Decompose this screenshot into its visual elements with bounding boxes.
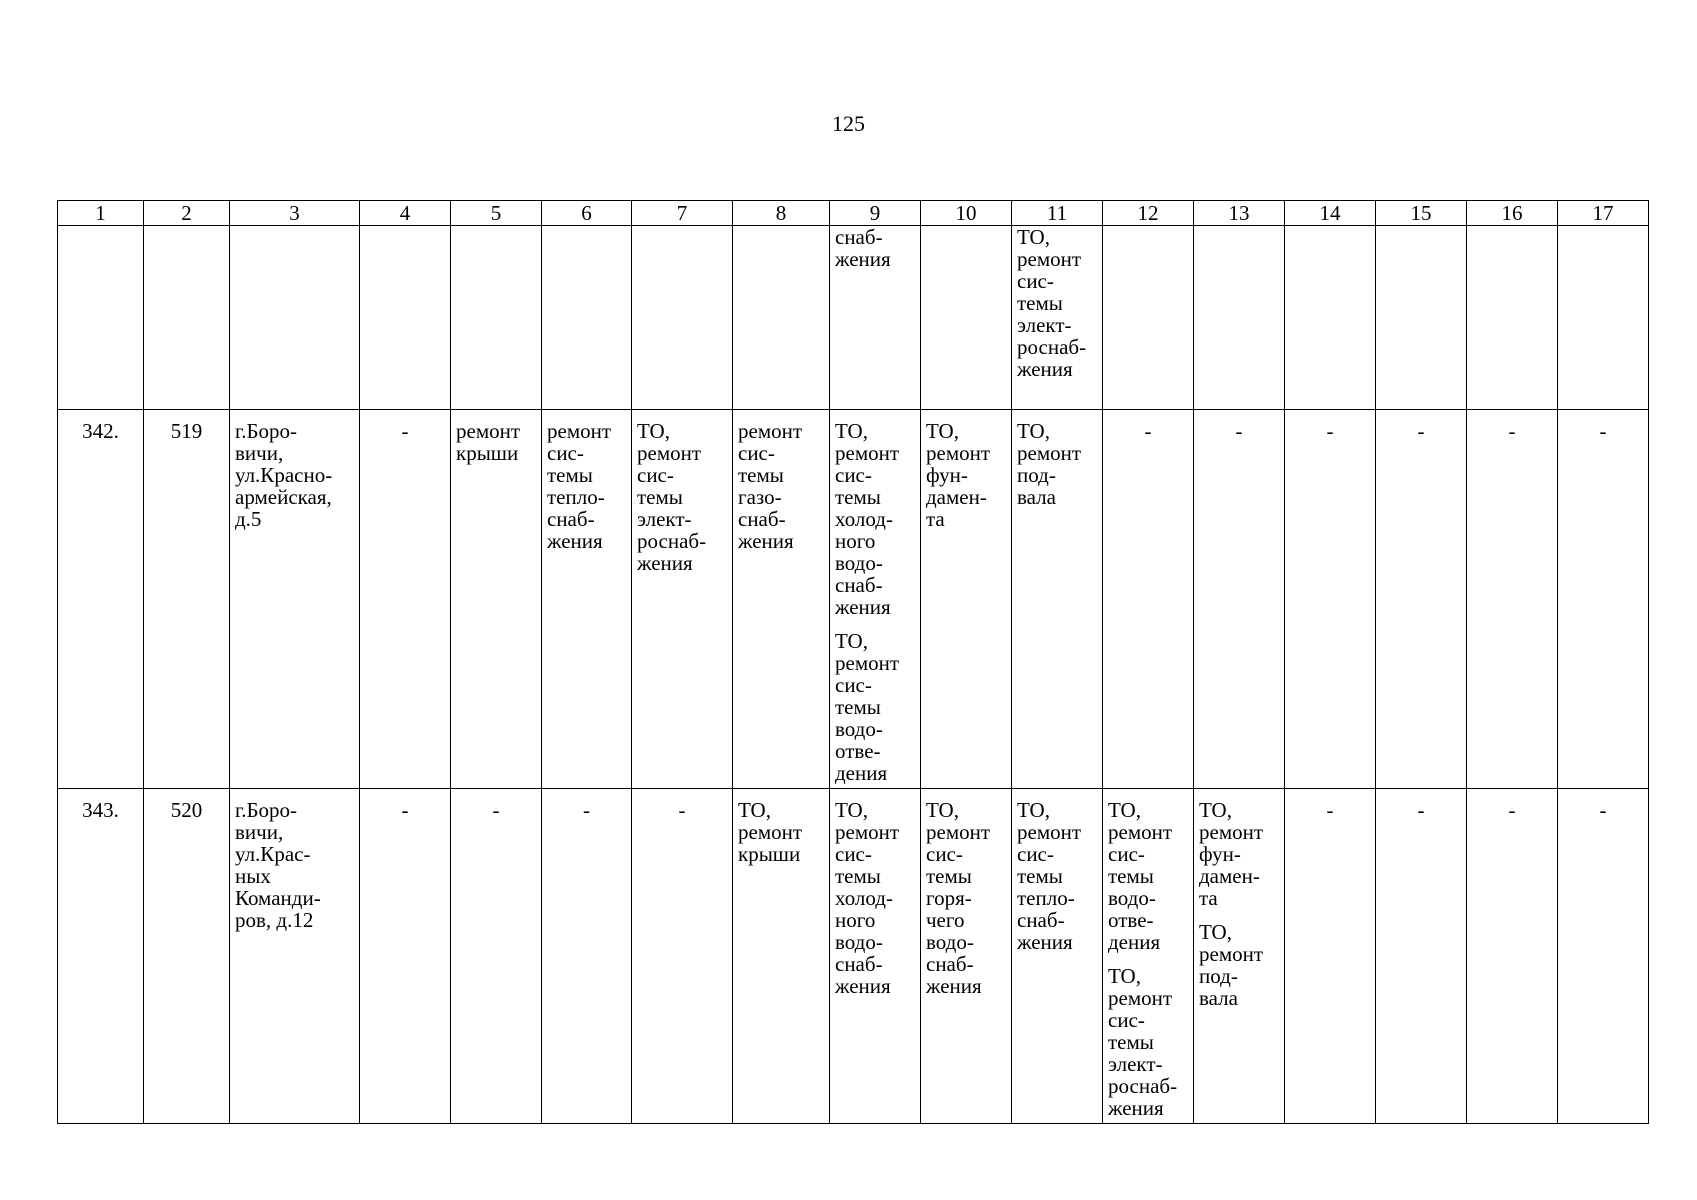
cell-content bbox=[1563, 789, 1643, 821]
cell-content bbox=[835, 789, 915, 997]
cell-content bbox=[456, 789, 536, 821]
table-cell bbox=[1467, 410, 1558, 789]
table-cell bbox=[144, 410, 230, 789]
cell-paragraph: ТО, ремонт сис- темы горя- чего водо- снаб- жения bbox=[926, 798, 991, 998]
table-cell bbox=[230, 226, 360, 410]
table-cell bbox=[1558, 789, 1649, 1124]
cell-paragraph: - bbox=[1144, 419, 1152, 443]
cell-paragraph: ТО, ремонт сис- темы элект- роснаб- жения bbox=[637, 419, 707, 575]
cell-paragraph: ТО, ремонт фун- дамен- та bbox=[926, 419, 991, 531]
cell-paragraph: г.Боро- вичи, ул.Красно- армейская, д.5 bbox=[235, 419, 333, 531]
cell-content bbox=[547, 789, 626, 821]
cell-content bbox=[1563, 410, 1643, 442]
cell-paragraph: 520 bbox=[170, 798, 203, 822]
column-header: 3 bbox=[230, 201, 360, 226]
cell-content bbox=[637, 789, 727, 821]
column-header: 9 bbox=[830, 201, 921, 226]
cell-content bbox=[547, 410, 626, 552]
cell-paragraph: - bbox=[1599, 419, 1607, 443]
cell-paragraph: ТО, ремонт сис- темы элект- роснаб- жения bbox=[1017, 225, 1087, 381]
cell-paragraph: 343. bbox=[82, 798, 119, 822]
cell-paragraph: ТО, ремонт под- вала bbox=[1199, 920, 1264, 1010]
table-cell bbox=[1012, 410, 1103, 789]
cell-paragraph: - bbox=[1417, 798, 1425, 822]
table-cell bbox=[1376, 789, 1467, 1124]
cell-content bbox=[1017, 789, 1097, 953]
table-cell bbox=[733, 789, 830, 1124]
cell-content bbox=[926, 410, 1006, 530]
cell-paragraph: ТО, ремонт под- вала bbox=[1017, 419, 1082, 509]
cell-paragraph: г.Боро- вичи, ул.Крас- ных Команди- ров, д.12 bbox=[235, 798, 321, 932]
cell-content bbox=[1290, 789, 1370, 821]
table-cell bbox=[1194, 226, 1285, 410]
table-cell bbox=[1558, 410, 1649, 789]
table-cell bbox=[1467, 226, 1558, 410]
table-row bbox=[58, 226, 1649, 410]
table-cell bbox=[830, 226, 921, 410]
column-header: 2 bbox=[144, 201, 230, 226]
cell-content bbox=[1381, 410, 1461, 442]
column-header: 12 bbox=[1103, 201, 1194, 226]
cell-content bbox=[1199, 789, 1279, 1009]
table-cell bbox=[360, 789, 451, 1124]
column-header: 1 bbox=[58, 201, 144, 226]
cell-paragraph: - bbox=[401, 798, 409, 822]
table-cell bbox=[1194, 789, 1285, 1124]
table-cell bbox=[1103, 789, 1194, 1124]
table-cell bbox=[360, 410, 451, 789]
table-cell bbox=[230, 410, 360, 789]
table-cell bbox=[830, 789, 921, 1124]
column-header: 8 bbox=[733, 201, 830, 226]
cell-paragraph: снаб- жения bbox=[835, 225, 891, 271]
table-cell bbox=[1376, 410, 1467, 789]
column-header: 7 bbox=[632, 201, 733, 226]
table-cell bbox=[1285, 226, 1376, 410]
column-header: 4 bbox=[360, 201, 451, 226]
table-cell bbox=[632, 410, 733, 789]
cell-paragraph: 342. bbox=[82, 419, 119, 443]
column-header: 14 bbox=[1285, 201, 1376, 226]
cell-content bbox=[637, 410, 727, 574]
cell-paragraph: ТО, ремонт сис- темы холод- ного водо- снаб- жения bbox=[835, 798, 900, 998]
column-header: 17 bbox=[1558, 201, 1649, 226]
table-cell bbox=[1558, 226, 1649, 410]
table-cell bbox=[1285, 789, 1376, 1124]
page-number: 125 bbox=[832, 111, 865, 136]
table-cell bbox=[1103, 410, 1194, 789]
cell-content bbox=[926, 789, 1006, 997]
column-header: 15 bbox=[1376, 201, 1467, 226]
table-cell bbox=[451, 410, 542, 789]
table-cell bbox=[1012, 789, 1103, 1124]
table-cell bbox=[632, 226, 733, 410]
table-cell bbox=[542, 789, 632, 1124]
column-header: 11 bbox=[1012, 201, 1103, 226]
cell-paragraph: - bbox=[1326, 419, 1334, 443]
cell-content bbox=[738, 789, 824, 865]
table-cell bbox=[230, 789, 360, 1124]
table-cell bbox=[921, 789, 1012, 1124]
table-row bbox=[58, 410, 1649, 789]
table-cell bbox=[58, 410, 144, 789]
table-cell bbox=[1467, 789, 1558, 1124]
table-cell bbox=[1103, 226, 1194, 410]
cell-paragraph: - bbox=[1508, 419, 1516, 443]
cell-content bbox=[835, 410, 915, 784]
column-header: 13 bbox=[1194, 201, 1285, 226]
column-header: 6 bbox=[542, 201, 632, 226]
cell-content bbox=[1199, 410, 1279, 442]
cell-content bbox=[1017, 226, 1097, 380]
cell-content bbox=[235, 410, 354, 530]
cell-content bbox=[1472, 410, 1552, 442]
table-cell bbox=[451, 226, 542, 410]
table-cell bbox=[632, 789, 733, 1124]
column-header: 16 bbox=[1467, 201, 1558, 226]
table-cell bbox=[1012, 226, 1103, 410]
table-cell bbox=[733, 410, 830, 789]
table-cell bbox=[1194, 410, 1285, 789]
cell-content bbox=[835, 226, 915, 270]
cell-paragraph: - bbox=[1599, 798, 1607, 822]
column-header: 10 bbox=[921, 201, 1012, 226]
cell-paragraph: ТО, ремонт сис- темы тепло- снаб- жения bbox=[1017, 798, 1082, 954]
cell-paragraph: - bbox=[1326, 798, 1334, 822]
table-cell bbox=[542, 226, 632, 410]
cell-paragraph: - bbox=[492, 798, 500, 822]
cell-paragraph: ремонт сис- темы газо- снаб- жения bbox=[738, 419, 803, 553]
cell-content bbox=[149, 410, 224, 442]
table-cell bbox=[542, 410, 632, 789]
table-cell bbox=[1376, 226, 1467, 410]
cell-content bbox=[456, 410, 536, 464]
table-cell bbox=[921, 410, 1012, 789]
table-cell bbox=[451, 789, 542, 1124]
cell-content bbox=[1381, 789, 1461, 821]
cell-content bbox=[1108, 410, 1188, 442]
table-cell bbox=[921, 226, 1012, 410]
cell-content bbox=[1108, 789, 1188, 1119]
cell-paragraph: ТО, ремонт сис- темы водо- отве- дения bbox=[1108, 798, 1173, 954]
table-cell bbox=[144, 789, 230, 1124]
table-cell bbox=[58, 226, 144, 410]
header-row bbox=[58, 201, 1649, 226]
work-schedule-table bbox=[57, 200, 1649, 1124]
cell-paragraph: ремонт сис- темы тепло- снаб- жения bbox=[547, 419, 612, 553]
table-row bbox=[58, 789, 1649, 1124]
column-header: 5 bbox=[451, 201, 542, 226]
table-cell bbox=[733, 226, 830, 410]
cell-paragraph: ТО, ремонт крыши bbox=[738, 798, 803, 866]
cell-content bbox=[365, 410, 445, 442]
table-cell bbox=[144, 226, 230, 410]
cell-content bbox=[1290, 410, 1370, 442]
cell-paragraph: - bbox=[1508, 798, 1516, 822]
cell-content bbox=[63, 410, 138, 442]
cell-content bbox=[1017, 410, 1097, 508]
cell-content bbox=[149, 789, 224, 821]
cell-paragraph: ремонт крыши bbox=[456, 419, 521, 465]
cell-content bbox=[1472, 789, 1552, 821]
cell-paragraph: ТО, ремонт сис- темы элект- роснаб- жения bbox=[1108, 964, 1178, 1120]
cell-paragraph: - bbox=[583, 798, 590, 822]
table-cell bbox=[1285, 410, 1376, 789]
cell-paragraph: ТО, ремонт сис- темы холод- ного водо- снаб- жения bbox=[835, 419, 900, 619]
cell-content bbox=[63, 789, 138, 821]
cell-paragraph: 519 bbox=[170, 419, 203, 443]
table-cell bbox=[830, 410, 921, 789]
cell-paragraph: - bbox=[678, 798, 686, 822]
cell-content bbox=[738, 410, 824, 552]
cell-paragraph: ТО, ремонт сис- темы водо- отве- дения bbox=[835, 629, 900, 785]
cell-paragraph: - bbox=[1417, 419, 1425, 443]
table-cell bbox=[360, 226, 451, 410]
table-cell bbox=[58, 789, 144, 1124]
cell-content bbox=[365, 789, 445, 821]
cell-paragraph: - bbox=[401, 419, 409, 443]
cell-content bbox=[235, 789, 354, 931]
cell-paragraph: ТО, ремонт фун- дамен- та bbox=[1199, 798, 1264, 910]
cell-paragraph: - bbox=[1235, 419, 1243, 443]
